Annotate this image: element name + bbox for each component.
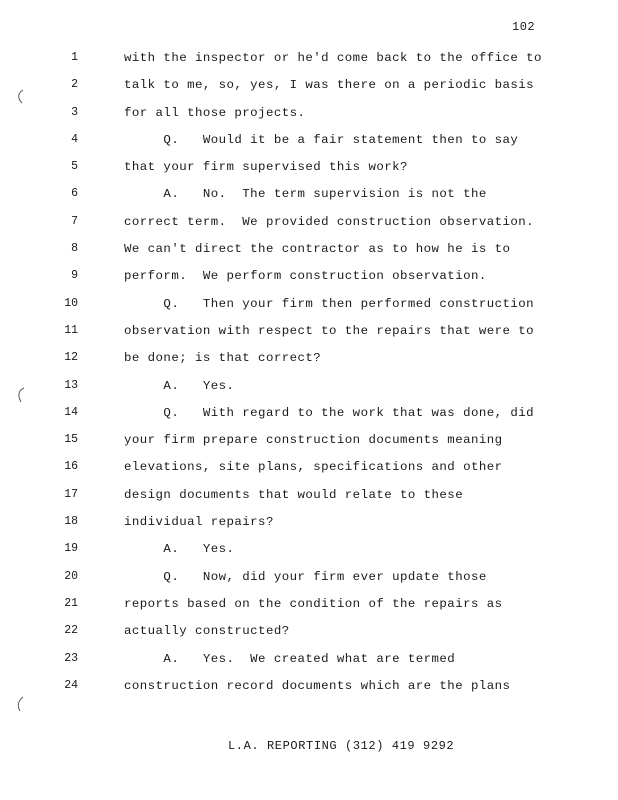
line-text: talk to me, so, yes, I was there on a periodic basis xyxy=(124,78,535,93)
transcript-line xyxy=(0,624,618,651)
line-text: correct term. We provided construction observation. xyxy=(124,214,535,229)
line-text: A. Yes. xyxy=(124,542,235,557)
line-number: 4 xyxy=(71,132,78,146)
line-number: 10 xyxy=(64,296,78,310)
transcript-line xyxy=(0,488,618,515)
line-text: individual repairs? xyxy=(124,515,274,530)
transcript-line xyxy=(0,242,618,269)
transcript-line xyxy=(0,160,618,187)
line-number: 19 xyxy=(64,542,78,556)
line-number: 3 xyxy=(71,105,78,119)
transcript-line xyxy=(0,406,618,433)
line-text: be done; is that correct? xyxy=(124,351,322,366)
transcript-line xyxy=(0,78,618,105)
transcript-line xyxy=(0,515,618,542)
transcript-line xyxy=(0,51,618,78)
page-number: 102 xyxy=(512,20,536,34)
transcript-line xyxy=(0,542,618,569)
line-number: 11 xyxy=(64,323,78,337)
line-number: 24 xyxy=(64,678,78,692)
transcript-line xyxy=(0,133,618,160)
transcript-line xyxy=(0,379,618,406)
line-number: 9 xyxy=(71,269,78,283)
line-number: 18 xyxy=(64,515,78,529)
line-number: 1 xyxy=(71,51,78,64)
line-text: for all those projects. xyxy=(124,105,306,120)
transcript-line xyxy=(0,652,618,679)
line-text: Q. With regard to the work that was done, did xyxy=(124,405,535,420)
transcript-line xyxy=(0,215,618,242)
line-number: 17 xyxy=(64,487,78,501)
transcript-line xyxy=(0,460,618,487)
transcript-line xyxy=(0,351,618,378)
transcript-line xyxy=(0,570,618,597)
transcript-line xyxy=(0,324,618,351)
transcript-line xyxy=(0,269,618,296)
line-text: Q. Now, did your firm ever update those xyxy=(124,569,487,584)
line-number: 7 xyxy=(71,214,78,228)
line-text: your firm prepare construction documents meaning xyxy=(124,433,503,448)
line-number: 22 xyxy=(64,624,78,638)
line-text: A. No. The term supervision is not the xyxy=(124,187,487,202)
line-text: with the inspector or he'd come back to the office to xyxy=(124,51,542,65)
line-text: Q. Then your firm then performed construction xyxy=(124,296,535,311)
line-text: that your firm supervised this work? xyxy=(124,160,408,175)
line-number: 21 xyxy=(64,596,78,610)
line-number: 15 xyxy=(64,433,78,447)
transcript-line xyxy=(0,597,618,624)
line-number: 20 xyxy=(64,569,78,583)
line-text: Q. Would it be a fair statement then to say xyxy=(124,132,519,147)
line-number: 5 xyxy=(71,160,78,174)
line-number: 13 xyxy=(64,378,78,392)
transcript-line xyxy=(0,433,618,460)
line-text: A. Yes. xyxy=(124,378,235,393)
transcript-line xyxy=(0,106,618,133)
line-text: A. Yes. We created what are termed xyxy=(124,651,456,666)
line-text: perform. We perform construction observation. xyxy=(124,269,487,284)
line-number: 8 xyxy=(71,242,78,256)
transcript-line xyxy=(0,187,618,214)
line-text: actually constructed? xyxy=(124,624,290,639)
line-text: elevations, site plans, specifications and other xyxy=(124,460,503,475)
line-number: 12 xyxy=(64,351,78,365)
line-number: 23 xyxy=(64,651,78,665)
line-text: design documents that would relate to these xyxy=(124,487,464,502)
transcript-body xyxy=(0,51,618,706)
line-text: observation with respect to the repairs that were to xyxy=(124,323,535,338)
line-text: We can't direct the contractor as to how he is to xyxy=(124,242,511,257)
line-number: 14 xyxy=(64,405,78,419)
line-number: 2 xyxy=(71,78,78,92)
reporter-footer: L.A. REPORTING (312) 419 9292 xyxy=(228,739,455,753)
transcript-line xyxy=(0,679,618,706)
line-text: reports based on the condition of the repairs as xyxy=(124,596,503,611)
line-number: 16 xyxy=(64,460,78,474)
line-number: 6 xyxy=(71,187,78,201)
transcript-line xyxy=(0,297,618,324)
line-text: construction record documents which are the plans xyxy=(124,678,511,693)
